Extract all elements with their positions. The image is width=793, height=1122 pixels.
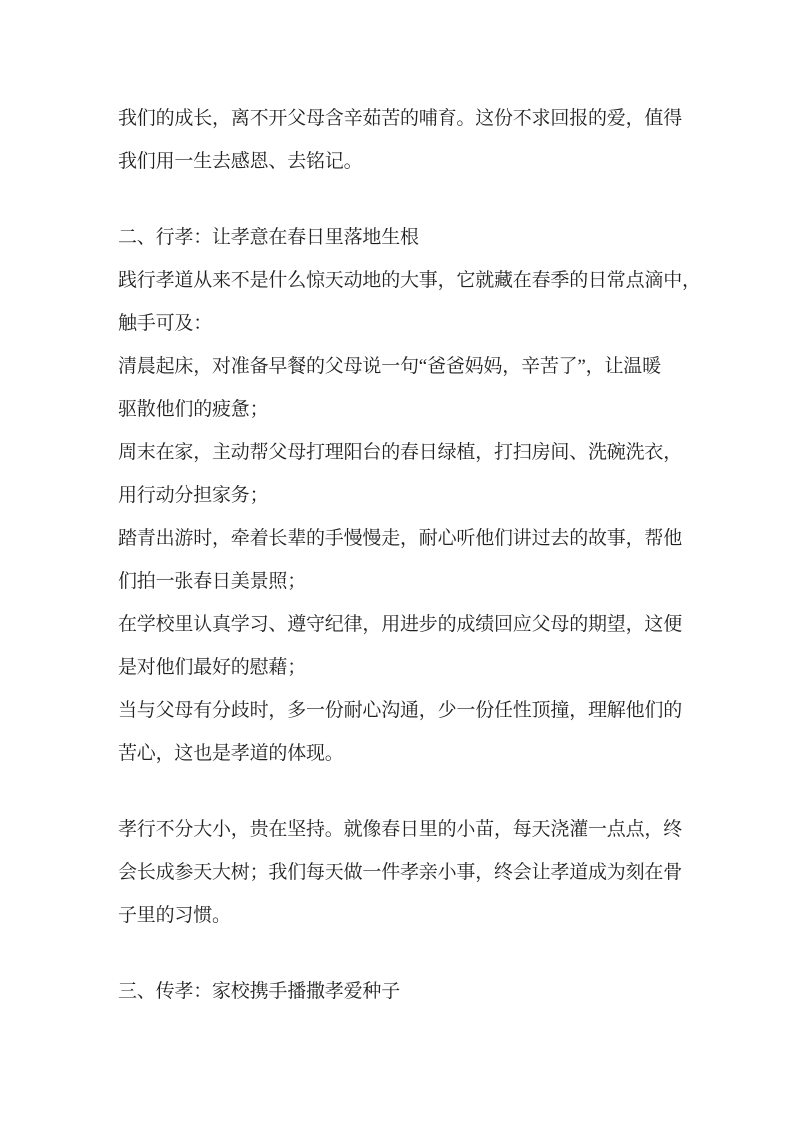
text-line: 孝行不分大小，贵在坚持。就像春日里的小苗，每天浇灌一点点，终 [118, 819, 683, 840]
text-line: 二、行孝：让孝意在春日里落地生根 [118, 227, 419, 248]
paragraph [118, 808, 708, 937]
text-line: 用行动分担家务； [118, 485, 269, 506]
section-heading [118, 970, 708, 1013]
text-line: 子里的习惯。 [118, 905, 231, 926]
section-heading [118, 216, 708, 259]
paragraph [118, 603, 708, 689]
text-line: 在学校里认真学习、遵守纪律，用进步的成绩回应父母的期望，这便 [118, 614, 683, 635]
paragraph [118, 97, 708, 183]
paragraph [118, 517, 708, 603]
text-line: 我们的成长，离不开父母含辛茹苦的哺育。这份不求回报的爱，值得 [118, 108, 683, 129]
text-line: 践行孝道从来不是什么惊天动地的大事，它就藏在春季的日常点滴中， [118, 270, 701, 291]
text-line: 会长成参天大树；我们每天做一件孝亲小事，终会让孝道成为刻在骨 [118, 862, 683, 883]
paragraph-spacer [118, 775, 708, 808]
text-line: 当与父母有分歧时，多一份耐心沟通，少一份任性顶撞，理解他们的 [118, 700, 683, 721]
document-content [118, 97, 708, 1013]
paragraph [118, 345, 708, 431]
text-line: 三、传孝：家校携手播撒孝爱种子 [118, 981, 401, 1002]
text-line: 触手可及： [118, 313, 213, 334]
text-line: 是对他们最好的慰藉； [118, 657, 307, 678]
paragraph-spacer [118, 183, 708, 216]
paragraph [118, 689, 708, 775]
text-line: 清晨起床，对准备早餐的父母说一句“爸爸妈妈，辛苦了”，让温暖 [118, 356, 661, 377]
paragraph [118, 431, 708, 517]
text-line: 踏青出游时，牵着长辈的手慢慢走，耐心听他们讲过去的故事，帮他 [118, 528, 683, 549]
paragraph-spacer [118, 937, 708, 970]
text-line: 我们用一生去感恩、去铭记。 [118, 151, 363, 172]
paragraph [118, 259, 708, 345]
text-line: 驱散他们的疲惫； [118, 399, 269, 420]
text-line: 们拍一张春日美景照； [118, 571, 307, 592]
text-line: 苦心，这也是孝道的体现。 [118, 743, 344, 764]
text-line: 周末在家，主动帮父母打理阳台的春日绿植，打扫房间、洗碗洗衣， [118, 442, 683, 463]
